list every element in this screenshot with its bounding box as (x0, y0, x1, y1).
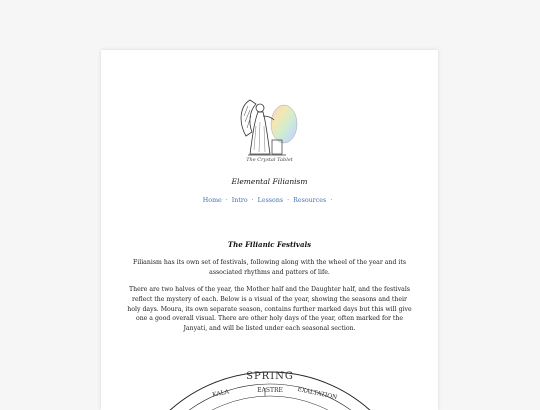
site-title[interactable]: Elemental Filianism (231, 177, 308, 186)
nav-resources-link[interactable]: Resources (293, 197, 327, 204)
main-nav (101, 197, 438, 204)
wheel-day-label: EASTRE (257, 387, 283, 394)
nav-intro-link[interactable]: Intro (231, 197, 248, 204)
wheel-season-label: SPRING (246, 371, 294, 382)
nav-separator: · (287, 197, 290, 204)
nav-lessons-link[interactable]: Lessons (257, 197, 284, 204)
logo-caption: The Crystal Tablet (246, 157, 293, 163)
year-halves-paragraph: There are two halves of the year, the Mother half and the Daughter half, and the festivals reflect the mystery of each. Below is a visual of the year, showing the seasons and their holy days. Moura, its own separate season, contains further marked days but this will give one a good overall visual. There are other holy days of the year, often marked for the Janyati, and will be listed under each seasonal section. (127, 286, 412, 333)
intro-paragraph: Filianism has its own set of festivals, following along with the wheel of the year and its associated rhythms and patters of life. (132, 259, 407, 276)
content-card (101, 50, 438, 410)
nav-separator: · (251, 197, 254, 204)
nav-separator: · (225, 197, 228, 204)
wheel-of-year-diagram (157, 362, 383, 410)
nav-home-link[interactable]: Home (202, 197, 222, 204)
nav-separator: · (330, 197, 333, 204)
page-heading: The Filianic Festivals (227, 240, 312, 249)
wheel-day-label: KALA (211, 388, 230, 399)
wheel-day-label: EXALTATION (296, 385, 338, 402)
